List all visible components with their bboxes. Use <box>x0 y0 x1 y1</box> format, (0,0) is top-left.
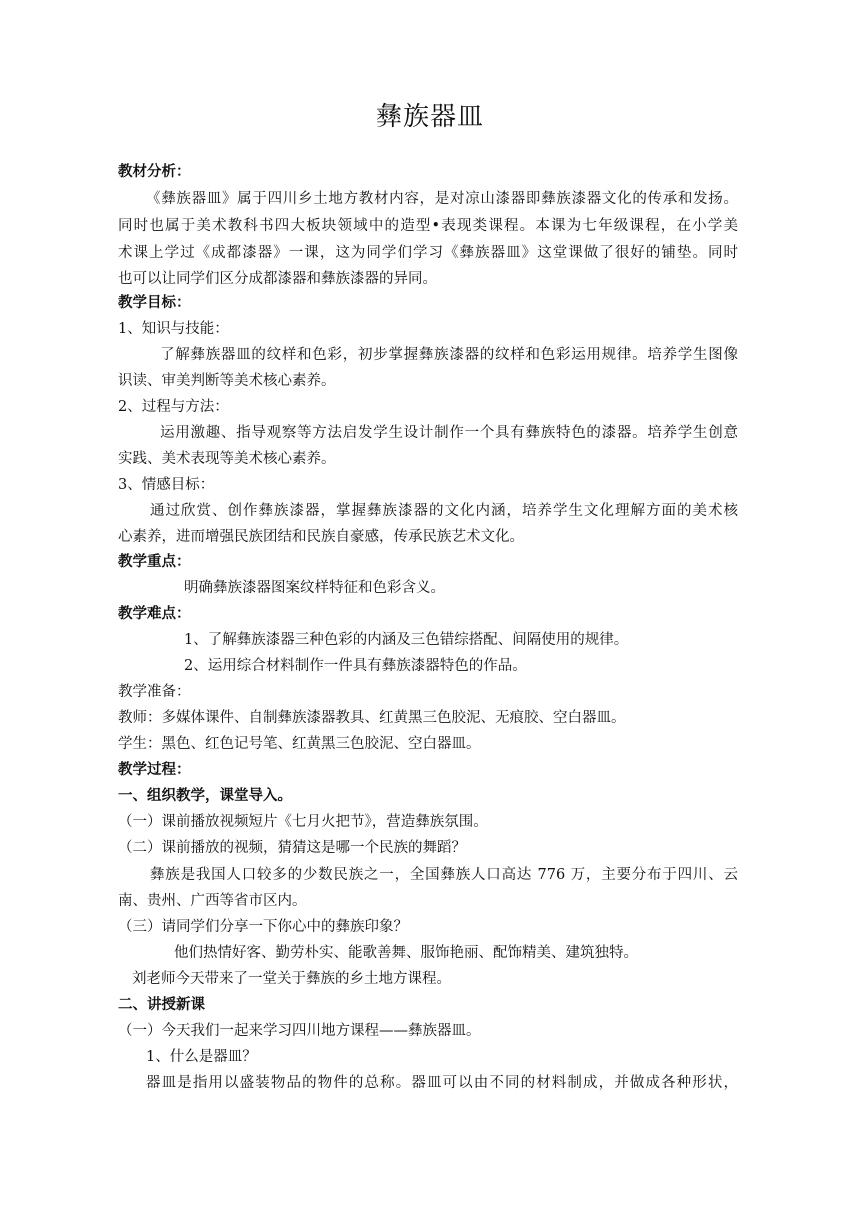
text-line: 彝族是我国人口较多的少数民族之一，全国彝族人口高达 776 万，主要分布于四川、云 <box>150 867 738 883</box>
text-line: 他们热情好客、勤劳朴实、能歌善舞、服饰艳丽、配饰精美、建筑独特。 <box>174 945 638 961</box>
section-heading: 教学过程： <box>118 762 191 778</box>
text-line: 实践、美术表现等美术核心素养。 <box>118 451 336 467</box>
text-line: （三）请同学们分享一下你心中的彝族印象？ <box>118 919 408 935</box>
section-heading: 教学重点： <box>118 554 191 570</box>
text-line: 运用激趣、指导观察等方法启发学生设计制作一个具有彝族特色的漆器。培养学生创意 <box>160 425 738 441</box>
text-line: 1、了解彝族漆器三种色彩的内涵及三色错综搭配、间隔使用的规律。 <box>184 632 629 648</box>
text-line: 1、什么是器皿？ <box>146 1049 257 1065</box>
text-line: 明确彝族漆器图案纹样特征和色彩含义。 <box>184 580 445 596</box>
text-line: 学生：黑色、红色记号笔、红黄黑三色胶泥、空白器皿。 <box>118 736 481 752</box>
text-line: 3、情感目标： <box>118 477 215 493</box>
text-line: 术课上学过《成都漆器》一课，这为同学们学习《彝族器皿》这堂课做了很好的铺垫。同时 <box>118 245 738 261</box>
text-line: 1、知识与技能： <box>118 321 229 337</box>
section-heading: 教材分析： <box>118 164 191 180</box>
text-line: 2、运用综合材料制作一件具有彝族漆器特色的作品。 <box>184 658 527 674</box>
text-line: 通过欣赏、创作彝族漆器，掌握彝族漆器的文化内涵，培养学生文化理解方面的美术核 <box>150 503 738 519</box>
text-line: 了解彝族器皿的纹样和色彩，初步掌握彝族漆器的纹样和色彩运用规律。培养学生图像 <box>160 347 738 363</box>
text-line: 2、过程与方法： <box>118 399 229 415</box>
text-line: 刘老师今天带来了一堂关于彝族的乡土地方课程。 <box>132 971 451 987</box>
document-title: 彝族器皿 <box>375 102 484 132</box>
text-line: 教师：多媒体课件、自制彝族漆器教具、红黄黑三色胶泥、无痕胶、空白器皿。 <box>118 710 626 726</box>
section-heading: 教学目标： <box>118 295 191 311</box>
text-line: 识读、审美判断等美术核心素养。 <box>118 373 336 389</box>
text-line: 器皿是指用以盛装物品的物件的总称。器皿可以由不同的材料制成，并做成各种形状， <box>146 1075 738 1091</box>
text-line: （一）课前播放视频短片《七月火把节》，营造彝族氛围。 <box>118 814 488 830</box>
text-line: 同时也属于美术教科书四大板块领域中的造型•表现类课程。本课为七年级课程，在小学美 <box>118 218 738 234</box>
text-line: 南、贵州、广西等省市区内。 <box>118 893 307 909</box>
section-heading: 教学难点： <box>118 606 191 622</box>
section-heading: 二、讲授新课 <box>118 997 205 1013</box>
text-line: 也可以让同学们区分成都漆器和彝族漆器的异同。 <box>118 271 437 287</box>
text-line: 心素养，进而增强民族团结和民族自豪感，传承民族艺术文化。 <box>118 529 524 545</box>
section-heading: 一、组织教学，课堂导入。 <box>118 788 292 804</box>
text-line: （二）课前播放的视频，猜猜这是哪一个民族的舞蹈？ <box>118 840 466 856</box>
text-line: 教学准备： <box>118 684 191 700</box>
text-line: （一）今天我们一起来学习四川地方课程——彝族器皿。 <box>118 1023 481 1039</box>
text-line: 《彝族器皿》属于四川乡土地方教材内容，是对凉山漆器即彝族漆器文化的传承和发扬。 <box>146 191 738 207</box>
